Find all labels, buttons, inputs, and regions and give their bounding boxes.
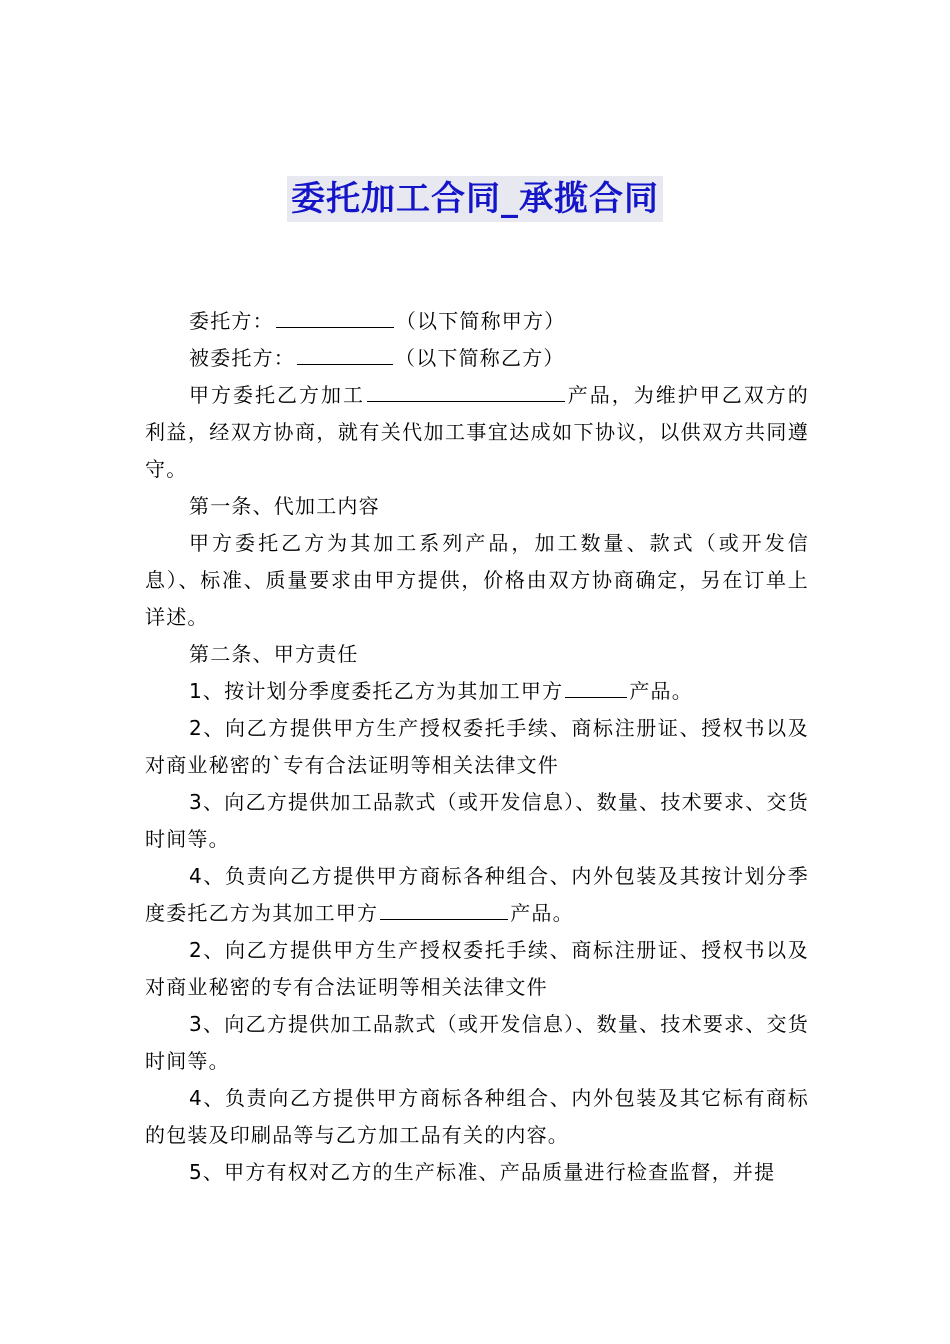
fill-blank[interactable] bbox=[367, 377, 565, 402]
document-body bbox=[145, 303, 809, 1191]
title-container bbox=[0, 176, 950, 222]
fill-blank[interactable] bbox=[565, 673, 627, 698]
clause-item: 3、向乙方提供加工品款式（或开发信息）、数量、技术要求、交货时间等。 bbox=[145, 790, 809, 851]
clause-item: 5、甲方有权对乙方的生产标准、产品质量进行检查监督，并提 bbox=[189, 1160, 776, 1184]
clause-item: 4、负责向乙方提供甲方商标各种组合、内外包装及其它标有商标的包装及印刷品等与乙方加工品有关的内容。 bbox=[145, 1086, 809, 1147]
section-heading: 第二条、甲方责任 bbox=[189, 642, 359, 666]
clause-item: 3、向乙方提供加工品款式（或开发信息）、数量、技术要求、交货时间等。 bbox=[145, 1012, 809, 1073]
section-heading: 第一条、代加工内容 bbox=[189, 494, 380, 518]
clause-item: 1、按计划分季度委托乙方为其加工甲方 产品。 bbox=[145, 673, 809, 710]
paragraph: 甲方委托乙方为其加工系列产品，加工数量、款式（或开发信息）、标准、质量要求由甲方提供，价格由双方协商确定，另在订单上详述。 bbox=[145, 531, 809, 629]
clause-item: 4、负责向乙方提供甲方商标各种组合、内外包装及其按计划分季度委托乙方为其加工甲方 产品。 bbox=[145, 864, 809, 925]
clause-item: 2、向乙方提供甲方生产授权委托手续、商标注册证、授权书以及对商业秘密的专有合法证明等相关法律文件 bbox=[145, 938, 809, 999]
clause-item: 2、向乙方提供甲方生产授权委托手续、商标注册证、授权书以及对商业秘密的`专有合法证明等相关法律文件 bbox=[145, 716, 809, 777]
paragraph-client: 委托方： （以下简称甲方） bbox=[145, 303, 809, 340]
fill-blank[interactable] bbox=[297, 340, 393, 365]
fill-blank[interactable] bbox=[276, 303, 394, 328]
paragraph-intro: 甲方委托乙方加工 产品，为维护甲乙双方的利益，经双方协商，就有关代加工事宜达成如下协议，以供双方共同遵守。 bbox=[145, 377, 809, 488]
paragraph-contractor: 被委托方： （以下简称乙方） bbox=[145, 340, 809, 377]
document-title: 委托加工合同_承揽合同 bbox=[287, 176, 663, 222]
fill-blank[interactable] bbox=[380, 895, 508, 920]
